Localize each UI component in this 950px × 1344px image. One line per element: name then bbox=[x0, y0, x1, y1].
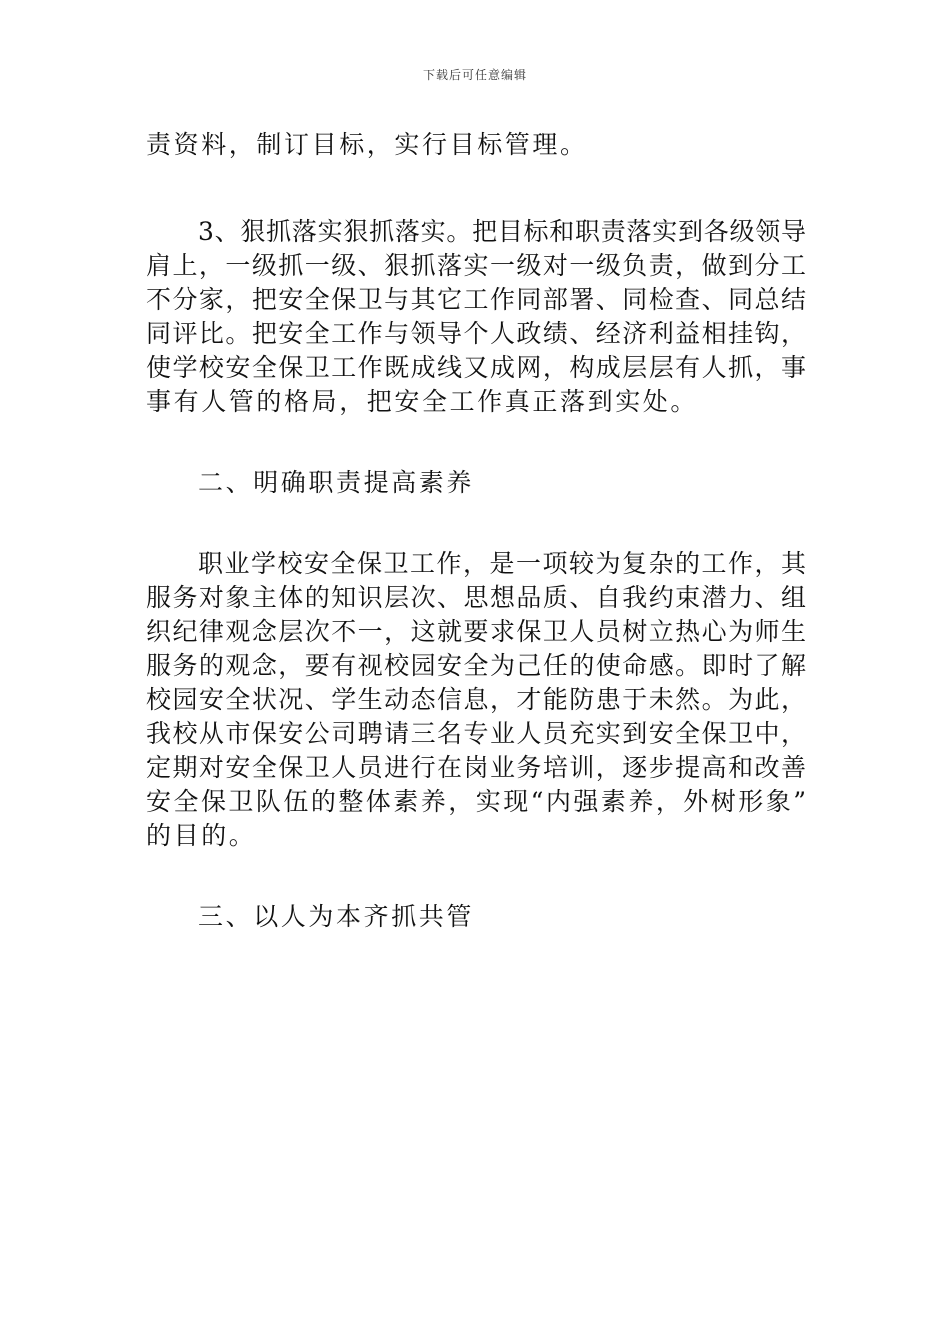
section-heading: 二、明确职责提高素养 bbox=[198, 468, 475, 497]
paragraph-line: 定期对安全保卫人员进行在岗业务培训，逐步提高和改善 bbox=[146, 753, 806, 782]
paragraph-line: 服务的观念，要有视校园安全为己任的使命感。即时了解 bbox=[146, 651, 806, 680]
paragraph-line: 织纪律观念层次不一，这就要求保卫人员树立热心为师生 bbox=[146, 617, 806, 646]
paragraph-line: 肩上，一级抓一级、狠抓落实一级对一级负责，做到分工 bbox=[146, 251, 806, 280]
paragraph-line: 3、狠抓落实狠抓落实。把目标和职责落实到各级领导 bbox=[198, 217, 806, 246]
paragraph-line: 校园安全状况、学生动态信息，才能防患于未然。为此， bbox=[146, 685, 806, 714]
paragraph-line: 我校从市保安公司聘请三名专业人员充实到安全保卫中， bbox=[146, 719, 806, 748]
document-body bbox=[146, 128, 806, 934]
paragraph-line: 事有人管的格局，把安全工作真正落到实处。 bbox=[146, 387, 699, 416]
page-header-note: 下载后可任意编辑 bbox=[422, 68, 527, 82]
paragraph-line: 服务对象主体的知识层次、思想品质、自我约束潜力、组 bbox=[146, 583, 806, 612]
paragraph-line: 的目的。 bbox=[146, 821, 257, 850]
paragraph-line: 使学校安全保卫工作既成线又成网，构成层层有人抓，事 bbox=[146, 353, 806, 382]
section-heading: 三、以人为本齐抓共管 bbox=[198, 902, 475, 931]
paragraph-line: 安全保卫队伍的整体素养，实现“内强素养，外树形象” bbox=[146, 787, 806, 816]
paragraph-line: 不分家，把安全保卫与其它工作同部署、同检查、同总结 bbox=[146, 285, 806, 314]
paragraph-line: 职业学校安全保卫工作，是一项较为复杂的工作，其 bbox=[198, 549, 806, 578]
paragraph-line: 同评比。把安全工作与领导个人政绩、经济利益相挂钩， bbox=[146, 319, 806, 348]
paragraph-line: 责资料，制订目标，实行目标管理。 bbox=[146, 130, 588, 159]
